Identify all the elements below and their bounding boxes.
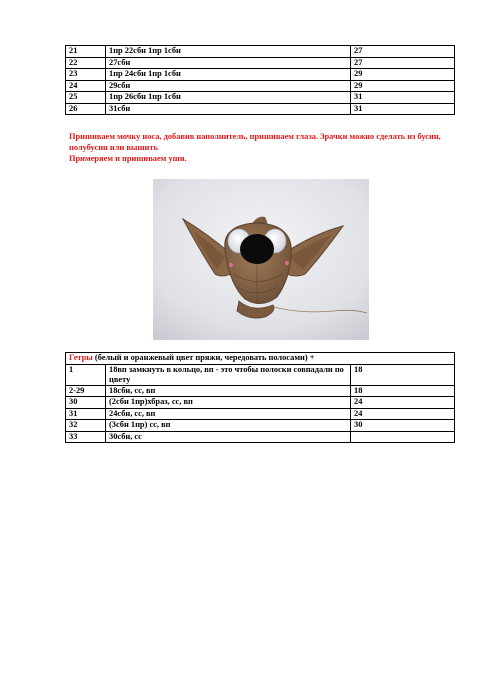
note-line-1: Пришиваем мочку носа, добавив наполнитель, пришиваем глаза. Зрачки можно сделать из бусин, полубусин или вышить — [69, 132, 441, 153]
row-instruction: 29сбн — [106, 80, 351, 92]
crochet-head-photo — [153, 179, 369, 340]
table-header — [66, 353, 455, 365]
row-instruction: 27сбн — [106, 57, 351, 69]
table-row — [66, 385, 455, 397]
row-count: 18 — [351, 364, 455, 385]
row-number: 22 — [66, 57, 106, 69]
row-number: 32 — [66, 420, 106, 432]
table-row — [66, 80, 455, 92]
row-number: 33 — [66, 431, 106, 443]
table-row — [66, 92, 455, 104]
table-row — [66, 431, 455, 443]
row-instruction: 1пр 22сбн 1пр 1сбн — [106, 46, 351, 58]
row-number: 26 — [66, 103, 106, 115]
row-number: 30 — [66, 397, 106, 409]
row-instruction: (3сбн 1пр) сс, вп — [106, 420, 351, 432]
table-row — [66, 420, 455, 432]
row-count — [351, 431, 455, 443]
table-row — [66, 397, 455, 409]
row-instruction: 30сбн, сс — [106, 431, 351, 443]
table-row — [66, 103, 455, 115]
row-instruction: (2сбн 1пр)хбраз, сс, вп — [106, 397, 351, 409]
row-instruction: 18сбн, сс, вп — [106, 385, 351, 397]
table-row — [66, 364, 455, 385]
table-header-row — [66, 353, 455, 365]
row-count: 31 — [351, 92, 455, 104]
row-count: 29 — [351, 69, 455, 81]
row-count: 31 — [351, 103, 455, 115]
gaiters-table — [65, 352, 455, 443]
row-count: 29 — [351, 80, 455, 92]
row-number: 1 — [66, 364, 106, 385]
row-number: 31 — [66, 408, 106, 420]
row-count: 27 — [351, 46, 455, 58]
note-line-2: Примеряем и пришиваем уши. — [69, 154, 187, 164]
row-instruction: 18вп замкнуть в кольцо, вп - это чтобы полоски совпадали по цвету — [106, 364, 351, 385]
header-note: (белый и оранжевый цвет пряжи, чередовать полосами) + — [92, 353, 315, 362]
row-number: 25 — [66, 92, 106, 104]
row-count: 27 — [351, 57, 455, 69]
row-count: 18 — [351, 385, 455, 397]
row-count: 30 — [351, 420, 455, 432]
row-number: 21 — [66, 46, 106, 58]
table-row — [66, 408, 455, 420]
row-count: 24 — [351, 397, 455, 409]
row-instruction: 31сбн — [106, 103, 351, 115]
row-instruction: 1пр 26сбн 1пр 1сбн — [106, 92, 351, 104]
row-instruction: 24сбн, сс, вп — [106, 408, 351, 420]
row-number: 2-29 — [66, 385, 106, 397]
row-number: 23 — [66, 69, 106, 81]
row-instruction: 1пр 24сбн 1пр 1сбн — [106, 69, 351, 81]
row-number: 24 — [66, 80, 106, 92]
table-row — [66, 57, 455, 69]
rows-table-head — [65, 45, 455, 115]
instruction-note — [69, 131, 444, 165]
table-row — [66, 69, 455, 81]
header-title: Гетры — [69, 353, 93, 362]
row-count: 24 — [351, 408, 455, 420]
table-row — [66, 46, 455, 58]
